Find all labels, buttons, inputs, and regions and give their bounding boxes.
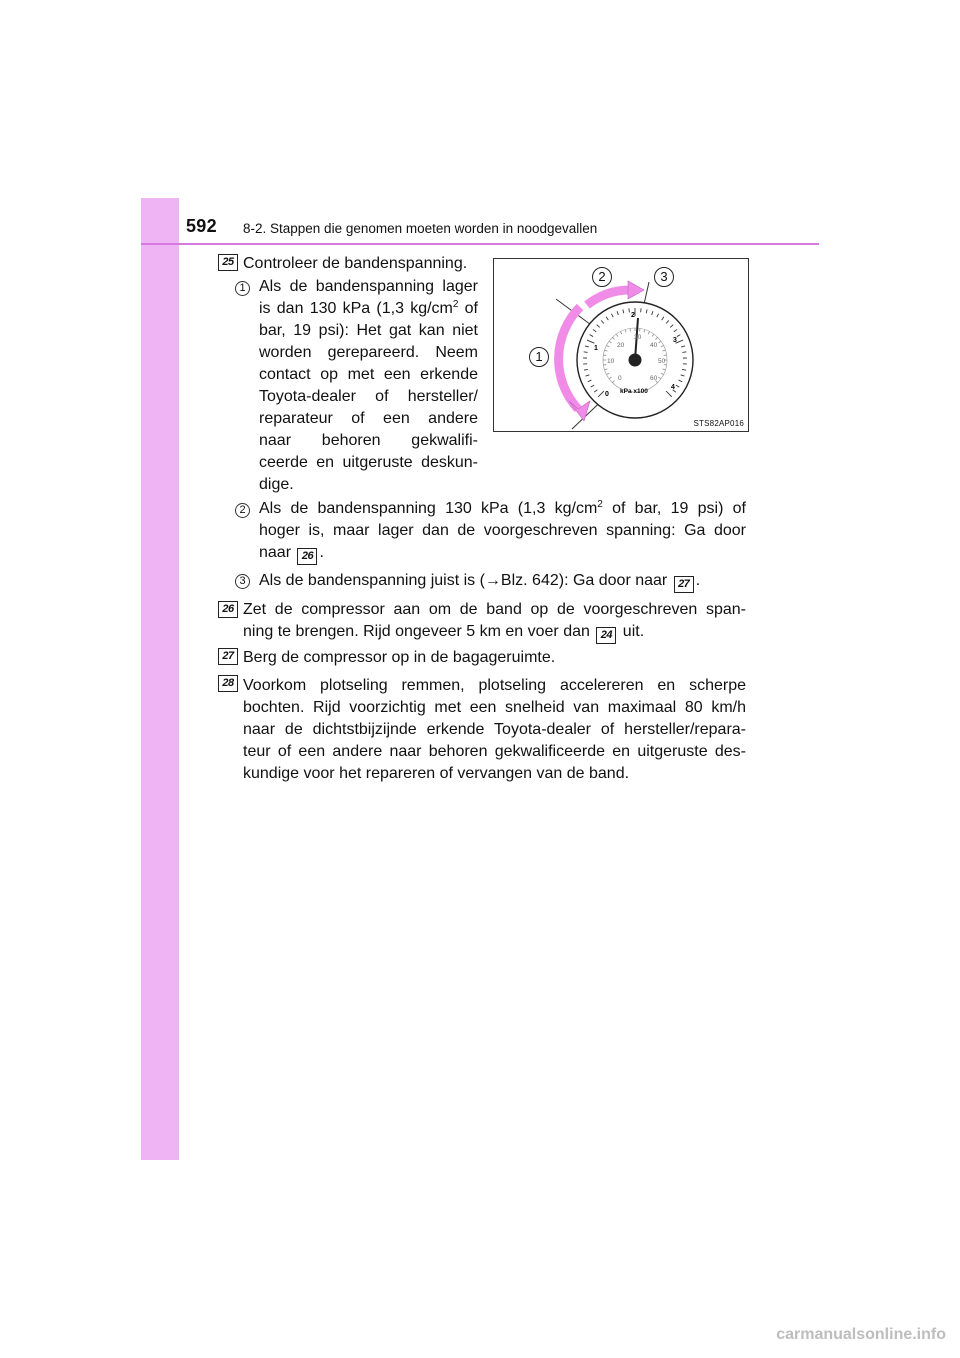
sub-1-line: ceerde en uitgeruste deskun- (259, 454, 478, 471)
sub-2-text (259, 498, 746, 565)
sub-2-line: naar 26 . (259, 542, 746, 565)
sub-1-line: contact op met een erkende (259, 366, 478, 383)
gauge-label-inner-50: 50 (658, 358, 666, 365)
page-number: 592 (186, 216, 217, 236)
sub-2-line: hoger is, maar lager dan de voorgeschreven spanning: Ga door (259, 522, 746, 539)
gauge-label-inner-20: 20 (617, 342, 625, 349)
figure-code: STS82AP016 (693, 419, 744, 428)
step-badge-25: 25 (218, 254, 238, 271)
step-28-line: bochten. Rijd voorzichtig met een snelheid van maximaal 80 km/h (243, 699, 746, 716)
step-ref-badge-27: 27 (674, 576, 694, 593)
sub-1-text (259, 276, 478, 496)
sub-1-line: is dan 130 kPa (1,3 $kg/cm^2$ of (259, 299, 479, 317)
sub-1-line: reparateur of een andere (259, 410, 478, 427)
watermark: carmanualsonline.info (776, 1326, 946, 1343)
gauge-label-outer-4: 4 (671, 384, 675, 391)
step-28-line: Voorkom plotseling remmen, plotseling accelereren en scherpe (243, 677, 746, 694)
gauge-label-outer-1: 1 (594, 345, 598, 352)
gauge-hub (629, 354, 642, 367)
step-27-text (243, 647, 746, 669)
step-28-text (243, 675, 746, 785)
gauge-label-outer-3: 3 (673, 337, 677, 344)
step-26-line: ning te brengen. Rijd ongeveer 5 km en voer dan 24 uit. (243, 621, 746, 644)
sub-marker-3: 3 (235, 574, 250, 589)
sub-1-line: naar behoren gekwalifi- (259, 432, 478, 449)
gauge-label-inner-30: 30 (634, 334, 642, 341)
side-tab-bar (141, 198, 179, 1160)
gauge-label-inner-40: 40 (650, 342, 658, 349)
tire-pressure-gauge-figure (493, 258, 749, 432)
step-25-text (243, 253, 478, 275)
sub-marker-1: 1 (235, 281, 250, 296)
step-28-line: kundige voor het repareren of vervangen van de band. (243, 765, 630, 782)
figure-callout-2: 2 (592, 267, 612, 287)
step-27-line: Berg de compressor op in de bagageruimte. (243, 649, 556, 666)
sub-1-line: bar, 19 psi): Het gat kan niet (259, 322, 478, 339)
step-badge-26: 26 (218, 601, 238, 618)
sub-3-text (259, 570, 746, 593)
gauge-label-inner-0: 0 (618, 375, 622, 382)
gauge-label-inner-60: 60 (650, 375, 658, 382)
gauge-tick (682, 352, 686, 353)
figure-callout-1: 1 (529, 347, 549, 367)
sub-1-line: dige. (259, 476, 294, 493)
gauge-unit-label: kPa x100 (620, 388, 648, 395)
gauge-tick (584, 352, 588, 353)
gauge-label-outer-0: 0 (605, 391, 609, 398)
step-ref-badge-26: 26 (297, 548, 317, 565)
step-26-text (243, 599, 746, 644)
step-28-line: naar de dichtstbijzijnde erkende Toyota-dealer of hersteller/repara- (243, 721, 746, 738)
step-badge-27: 27 (218, 648, 238, 665)
header-divider (141, 243, 819, 245)
gauge-illustration (494, 259, 750, 433)
sub-2-line: Als de bandenspanning 130 kPa (1,3 $kg/cm^2$ of bar, 19 psi) of (259, 499, 746, 517)
section-title: 8-2. Stappen die genomen moeten worden in noodgevallen (243, 221, 598, 236)
step-badge-28: 28 (218, 675, 238, 692)
sub-3-line: Als de bandenspanning juist is (→Blz. 642): Ga door naar 27 . (259, 570, 746, 593)
gauge-label-inner-10: 10 (607, 358, 615, 365)
sub-1-line: Toyota-dealer of hersteller/ (259, 388, 478, 405)
sub-1-line: Als de bandenspanning lager (259, 278, 478, 295)
step-28-line: teur of een andere naar behoren gekwalificeerde en uitgeruste des- (243, 743, 746, 760)
step-25-line: Controleer de bandenspanning. (243, 255, 468, 272)
step-26-line: Zet de compressor aan om de band op de voorgeschreven span- (243, 601, 746, 618)
sub-marker-2: 2 (235, 503, 250, 518)
figure-callout-3: 3 (654, 267, 674, 287)
gauge-label-outer-2: 2 (631, 312, 635, 319)
step-ref-badge-24: 24 (596, 627, 616, 644)
sub-1-line: worden gerepareerd. Neem (259, 344, 478, 361)
